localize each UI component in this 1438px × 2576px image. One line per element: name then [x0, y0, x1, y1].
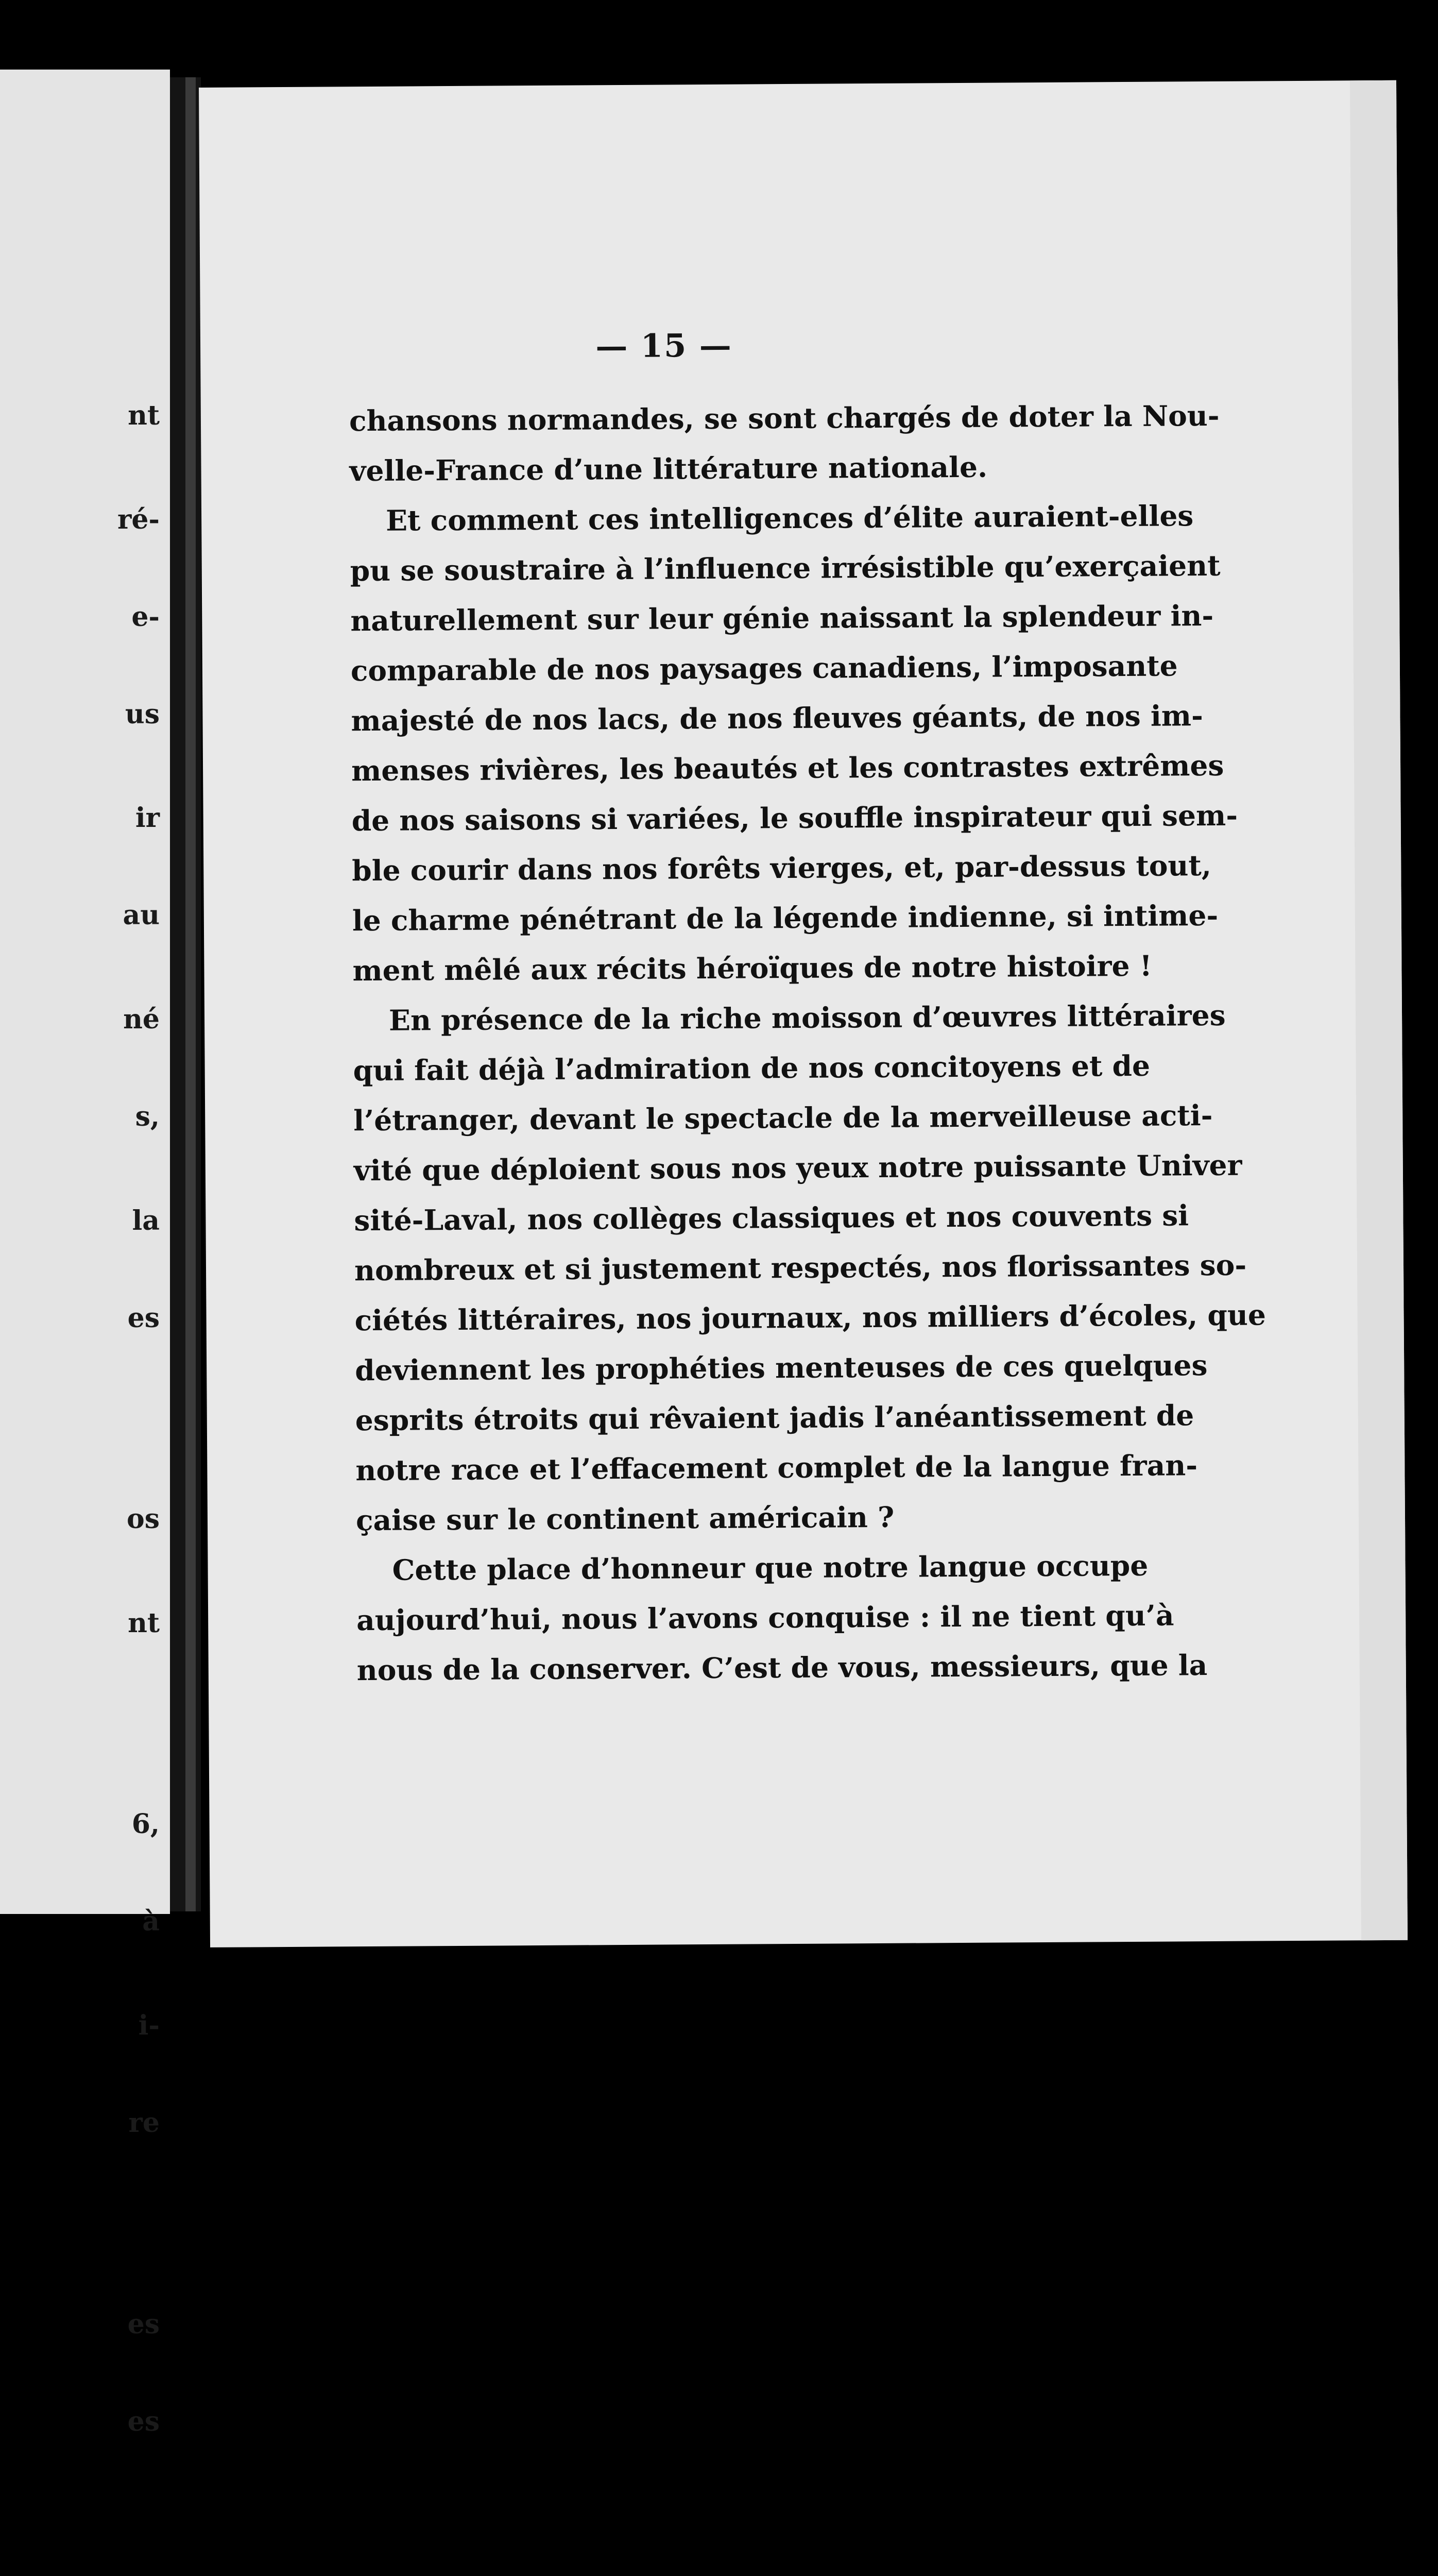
left-page-fragment: s,: [135, 1101, 160, 1132]
page-number: — 15 —: [595, 326, 733, 365]
text-line: nous de la conserver. C’est de vous, messieurs, que la: [356, 1648, 1208, 1687]
left-page-fragment: nt: [128, 1607, 160, 1639]
text-line: majesté de nos lacs, de nos fleuves géants, de nos im-: [351, 699, 1204, 738]
left-page-fragment: ir: [135, 802, 160, 834]
text-line: esprits étroits qui rêvaient jadis l’anéantissement de: [355, 1398, 1194, 1437]
text-line: çaise sur le continent américain ?: [355, 1500, 895, 1537]
text-line: de nos saisons si variées, le souffle inspirateur qui sem-: [351, 798, 1238, 838]
text-line: comparable de nos paysages canadiens, l’imposante: [350, 649, 1178, 688]
left-page-fragment: us: [125, 698, 160, 730]
text-line: naturellement sur leur génie naissant la splendeur in-: [350, 598, 1214, 638]
text-line: qui fait déjà l’admiration de nos concitoyens et de: [353, 1048, 1151, 1088]
left-page-fragment: re: [128, 2107, 160, 2139]
left-page-fragment: 6,: [131, 1808, 160, 1840]
left-page-fragment: es: [127, 1302, 160, 1334]
page-edge-shadow: [1350, 80, 1408, 1940]
text-line: pu se soustraire à l’influence irrésistible qu’exerçaient: [350, 548, 1221, 588]
left-page-fragment: es: [127, 2405, 160, 2437]
book-page: [199, 80, 1408, 1947]
left-page-fragment: né: [123, 1004, 160, 1035]
text-line: le charme pénétrant de la légende indienne, si intime-: [352, 898, 1219, 938]
left-page-fragment: à: [142, 1906, 160, 1938]
text-line: velle-France d’une littérature nationale.: [349, 450, 988, 488]
text-line: deviennent les prophéties menteuses de ces quelques: [355, 1348, 1208, 1387]
text-line: menses rivières, les beautés et les contrastes extrêmes: [351, 748, 1224, 788]
text-line: Cette place d’honneur que notre langue occupe: [392, 1548, 1149, 1587]
left-page-fragment: os: [127, 1503, 160, 1535]
text-line: ciétés littéraires, nos journaux, nos milliers d’écoles, que: [354, 1298, 1266, 1337]
left-page-fragment: ré-: [117, 503, 160, 535]
text-line: ble courir dans nos forêts vierges, et, par-dessus tout,: [352, 849, 1212, 888]
text-line: l’étranger, devant le spectacle de la merveilleuse acti-: [353, 1098, 1213, 1138]
previous-page: [0, 70, 170, 2437]
spine-edge: [185, 77, 196, 1911]
text-line: notre race et l’effacement complet de la langue fran-: [355, 1448, 1198, 1487]
text-line: En présence de la riche moisson d’œuvres littéraires: [388, 998, 1226, 1037]
text-line: chansons normandes, se sont chargés de doter la Nou-: [349, 398, 1220, 438]
text-line: nombreux et si justement respectés, nos florissantes so-: [354, 1248, 1247, 1287]
text-line: sité-Laval, nos collèges classiques et nos couvents si: [354, 1198, 1189, 1238]
left-page-fragment: i-: [138, 2010, 160, 2041]
left-page-fragment: au: [123, 900, 160, 931]
left-page-fragment: e-: [131, 601, 160, 633]
text-line: Et comment ces intelligences d’élite auraient-elles: [385, 499, 1194, 537]
left-page-fragment: la: [132, 1205, 160, 1236]
text-line: ment mêlé aux récits héroïques de notre histoire !: [352, 948, 1153, 988]
text-line: aujourd’hui, nous l’avons conquise : il ne tient qu’à: [356, 1598, 1174, 1637]
left-page-fragment: es: [127, 2308, 160, 2340]
text-line: vité que déploient sous nos yeux notre puissante Univer: [353, 1148, 1242, 1188]
left-page-fragment: nt: [128, 400, 160, 432]
page-body-text: [349, 391, 1266, 1695]
